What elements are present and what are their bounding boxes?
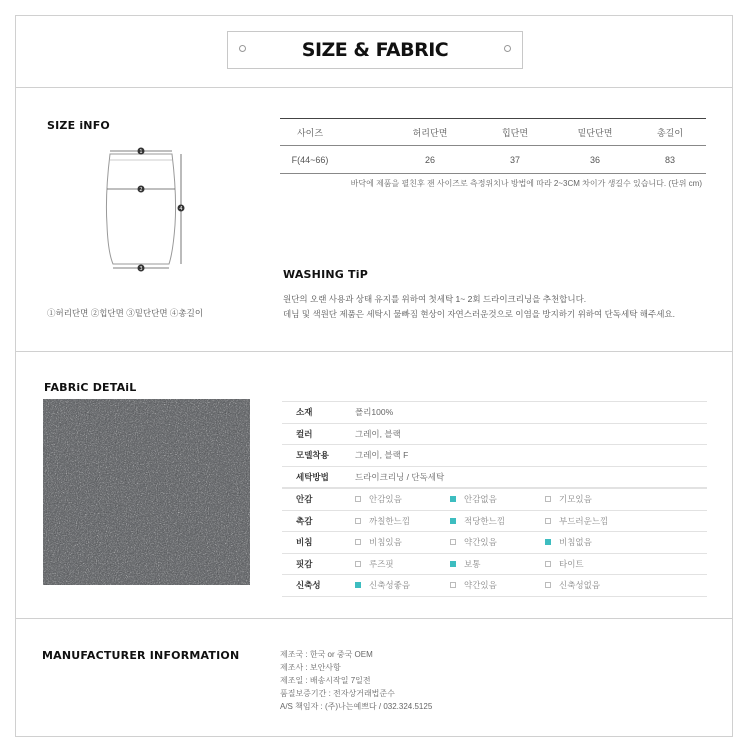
marker-4 [178,205,185,213]
tag-hole-icon [239,45,246,52]
cell: 83 [664,154,675,165]
fabric-option [355,515,450,527]
fabric-info-row [282,424,707,446]
cell: F(44~66) [291,154,329,165]
unchecked-box-icon [450,582,456,588]
manufacturer-heading: MANUFACTURER INFORMATION [42,649,240,662]
fabric-option [355,493,450,505]
fabric-option [545,493,640,505]
washing-tip-line: 데님 및 색원단 제품은 세탁시 물빠짐 현상이 자연스러운것으로 이염을 방지하기 위하여 단독세탁 해주세요. [283,309,675,319]
fabric-option-row [282,511,707,533]
fabric-option [355,536,450,548]
fabric-option [450,493,545,505]
unchecked-box-icon [355,539,361,545]
option-label: 부드러운느낌 [559,515,609,526]
option-label: 까칠한느낌 [369,515,411,526]
unchecked-box-icon [450,539,456,545]
tag-hole-icon [504,45,511,52]
fabric-info-row [282,401,707,424]
checked-box-icon [450,496,456,502]
option-label: 타이트 [559,558,584,569]
option-label: 루즈핏 [369,558,394,569]
row-label: 비침 [296,537,313,548]
manufacturer-line: 제조국 : 한국 or 중국 OEM [280,650,373,659]
row-label: 촉감 [296,515,313,526]
row-label: 세탁방법 [296,471,329,482]
option-label: 신축성없음 [559,580,601,591]
marker-3 [138,265,145,273]
manufacturer-line: 품질보증기간 : 전자상거래법준수 [280,689,395,698]
unchecked-box-icon [545,582,551,588]
row-value: 폴리100% [355,407,394,418]
fabric-option [450,558,545,570]
cell: 36 [589,154,600,165]
fabric-option-row [282,488,707,511]
row-value: 그레이, 블랙 F [355,450,409,461]
divider [15,351,733,352]
fabric-option [545,579,640,591]
title-tag [227,31,523,69]
fabric-option [545,536,640,548]
svg-text:3: 3 [139,266,143,272]
fabric-option [545,558,640,570]
size-table [280,118,706,174]
table-row [280,146,706,174]
unchecked-box-icon [355,561,361,567]
row-label: 컬러 [296,428,313,439]
fabric-option-row [282,532,707,554]
skirt-diagram-icon [95,140,195,275]
unchecked-box-icon [545,496,551,502]
washing-tip-text [283,292,675,322]
unchecked-box-icon [545,561,551,567]
divider [15,618,733,619]
unchecked-box-icon [545,518,551,524]
fabric-texture-image [43,399,250,585]
option-label: 비침없음 [559,537,592,548]
size-info-heading: SIZE iNFO [47,119,110,132]
row-label: 안감 [296,494,313,505]
unchecked-box-icon [355,496,361,502]
checked-box-icon [355,582,361,588]
manufacturer-line: 제조사 : 보안사항 [280,663,341,672]
option-label: 약간있음 [464,537,497,548]
size-note: 바닥에 제품을 펼친후 잰 사이즈로 측정위치나 방법에 따라 2~3CM 차이가 생길수 있습니다. (단위 cm) [350,179,702,188]
col-header: 허리단면 [412,127,448,138]
washing-tip-heading: WASHING TiP [283,268,368,281]
col-header: 힙단면 [501,127,529,138]
page-title: SIZE & FABRIC [301,39,449,61]
col-header: 총길이 [656,127,684,138]
fabric-option [450,515,545,527]
option-label: 신축성좋음 [369,580,411,591]
cell: 26 [424,154,435,165]
option-label: 보통 [464,558,481,569]
checked-box-icon [450,518,456,524]
fabric-option [450,536,545,548]
option-label: 약간있음 [464,580,497,591]
option-label: 기모있음 [559,494,592,505]
manufacturer-line: A/S 책임자 : (주)나는예쁘다 / 032.324.5125 [280,702,433,711]
unchecked-box-icon [355,518,361,524]
row-label: 모델착용 [296,450,329,461]
fabric-info-row [282,445,707,467]
option-label: 안감없음 [464,494,497,505]
row-label: 핏감 [296,558,313,569]
divider [15,87,733,88]
option-label: 안감있음 [369,494,402,505]
fabric-option [355,579,450,591]
size-legend: ①허리단면 ②힙단면 ③밑단단면 ④총길이 [47,308,204,318]
checked-box-icon [450,561,456,567]
fabric-option-row [282,575,707,597]
fabric-detail-heading: FABRiC DETAiL [44,381,137,394]
cell: 37 [509,154,520,165]
marker-2 [138,186,145,194]
svg-text:4: 4 [179,206,183,212]
fabric-option-row [282,554,707,576]
washing-tip-line: 원단의 오랜 사용과 상태 유지를 위하여 첫세탁 1~ 2회 드라이크리닝을 추천합니다. [283,294,587,304]
row-value: 그레이, 블랙 [355,428,401,439]
fabric-option [545,515,640,527]
manufacturer-line: 제조일 : 배송시작일 7일전 [280,676,371,685]
fabric-info-row [282,467,707,489]
svg-text:2: 2 [139,187,143,193]
fabric-table [282,401,707,597]
option-label: 적당한느낌 [464,515,506,526]
row-label: 신축성 [296,580,321,591]
fabric-option [450,579,545,591]
manufacturer-info [280,648,432,713]
size-table-header [280,119,706,146]
fabric-option [355,558,450,570]
row-label: 소재 [296,407,313,418]
col-header: 밑단단면 [577,127,613,138]
svg-text:1: 1 [139,149,143,155]
option-label: 비침있음 [369,537,402,548]
checked-box-icon [545,539,551,545]
row-value: 드라이크리닝 / 단독세탁 [355,471,445,482]
col-header: 사이즈 [296,127,324,138]
